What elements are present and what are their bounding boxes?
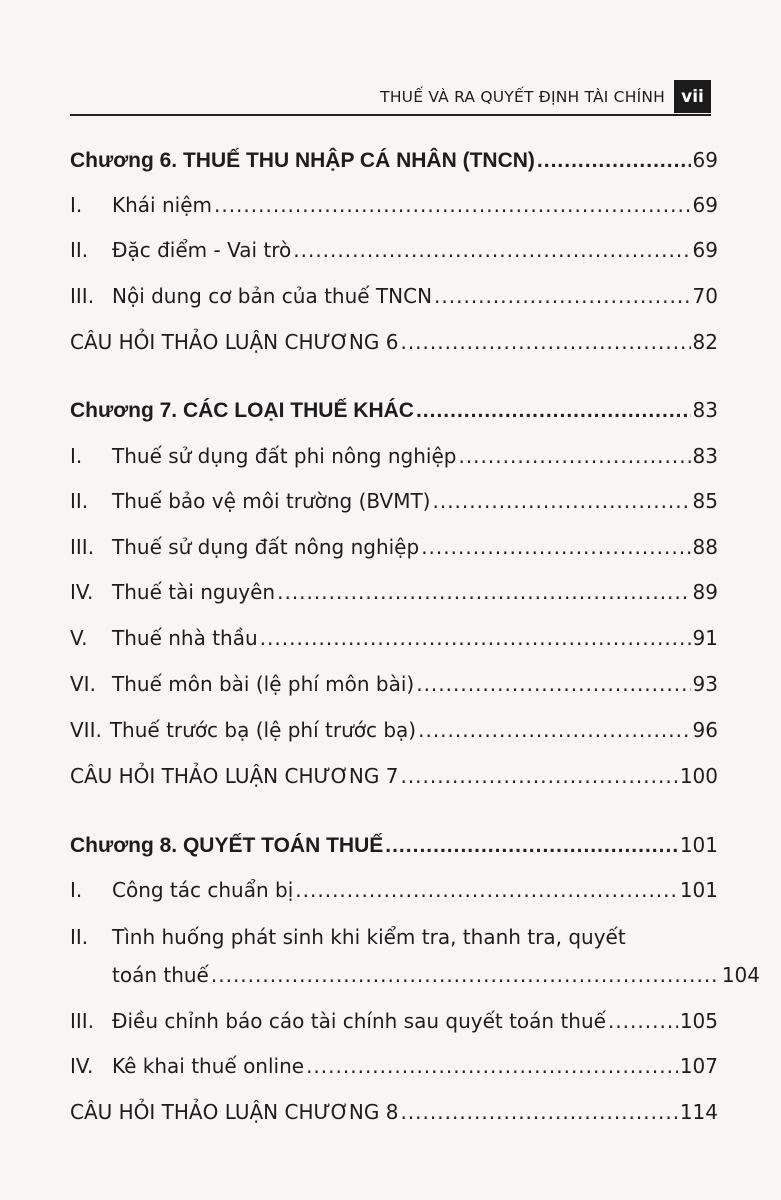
book-title: THUẾ VÀ RA QUYẾT ĐỊNH TÀI CHÍNH	[380, 88, 665, 106]
toc-entry[interactable]: I. Công tác chuẩn bị ..... 101	[70, 876, 718, 904]
dot-leader	[295, 876, 678, 904]
toc-entry[interactable]: III. Điều chỉnh báo cáo tài chính sau quyết toán thuế ..... 105	[70, 1007, 718, 1035]
dot-leader	[421, 533, 690, 561]
toc-entry[interactable]: I. Thuế sử dụng đất phi nông nghiệp ..... 83	[70, 442, 718, 470]
toc-entry[interactable]: I. Khái niệm ..... 69	[70, 191, 718, 219]
page-number-badge: vii	[674, 80, 711, 113]
toc-entry[interactable]: VI. Thuế môn bài (lệ phí môn bài) ..... 93	[70, 670, 718, 698]
chapter-7-heading[interactable]: Chương 7. CÁC LOẠI THUẾ KHÁC ..... 83	[70, 396, 718, 424]
dot-leader	[434, 282, 691, 310]
toc-entry[interactable]: VII. Thuế trước bạ (lệ phí trước bạ) ..... 96	[70, 716, 718, 744]
chapter-7-questions[interactable]: CÂU HỎI THẢO LUẬN CHƯƠNG 7 ..... 100	[70, 762, 718, 790]
dot-leader	[418, 716, 690, 744]
dot-leader	[400, 1098, 677, 1126]
dot-leader	[400, 328, 690, 356]
dot-leader	[458, 442, 690, 470]
dot-leader	[260, 624, 691, 652]
dot-leader	[277, 578, 690, 606]
dot-leader	[214, 191, 691, 219]
dot-leader	[416, 670, 690, 698]
toc-entry[interactable]: IV. Kê khai thuế online ..... 107	[70, 1052, 718, 1080]
toc-entry[interactable]: III. Nội dung cơ bản của thuế TNCN ..... 70	[70, 282, 718, 310]
dot-leader	[385, 832, 678, 860]
toc-entry[interactable]: II. Thuế bảo vệ môi trường (BVMT) ..... 85	[70, 487, 718, 515]
toc-entry[interactable]: II. Tình huống phát sinh khi kiểm tra, thanh tra, quyết	[70, 925, 626, 949]
table-of-contents	[70, 0, 760, 1200]
chapter-6-heading[interactable]: Chương 6. THUẾ THU NHẬP CÁ NHÂN (TNCN) ..... 69	[70, 146, 718, 174]
dot-leader	[306, 1052, 678, 1080]
dot-leader	[537, 147, 691, 175]
toc-entry[interactable]: V. Thuế nhà thầu ..... 91	[70, 624, 718, 652]
toc-entry[interactable]: IV. Thuế tài nguyên ..... 89	[70, 578, 718, 606]
dot-leader	[400, 762, 677, 790]
dot-leader	[432, 487, 690, 515]
toc-entry-continuation[interactable]: toán thuế ..... 104	[70, 961, 760, 989]
dot-leader	[416, 397, 691, 425]
chapter-6-questions[interactable]: CÂU HỎI THẢO LUẬN CHƯƠNG 6 ..... 82	[70, 328, 718, 356]
dot-leader	[293, 236, 690, 264]
toc-entry[interactable]: III. Thuế sử dụng đất nông nghiệp ..... 88	[70, 533, 718, 561]
dot-leader	[211, 961, 720, 989]
dot-leader	[608, 1007, 678, 1035]
chapter-8-heading[interactable]: Chương 8. QUYẾT TOÁN THUẾ ..... 101	[70, 831, 718, 859]
toc-entry[interactable]: II. Đặc điểm - Vai trò ..... 69	[70, 236, 718, 264]
chapter-8-questions[interactable]: CÂU HỎI THẢO LUẬN CHƯƠNG 8 ..... 114	[70, 1098, 718, 1126]
